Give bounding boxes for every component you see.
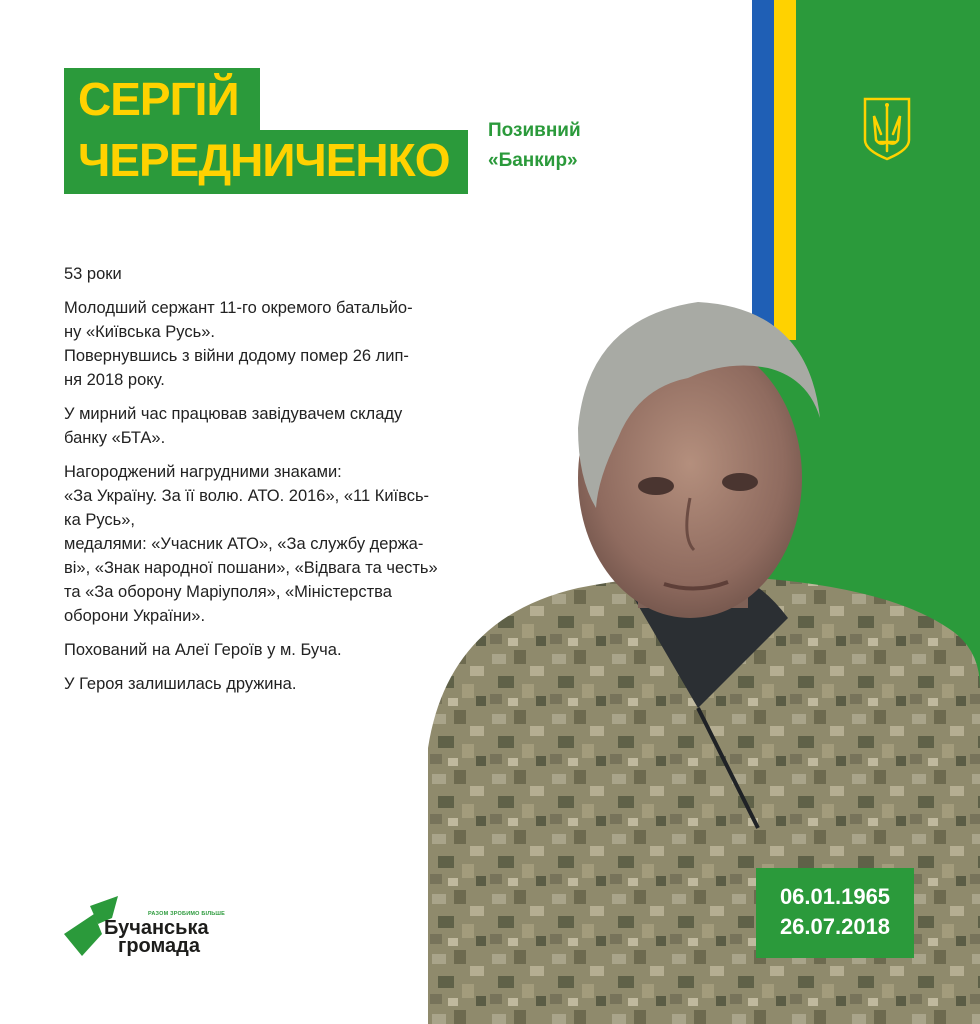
bio-line: банку «БТА». — [64, 429, 166, 447]
biography — [64, 262, 484, 706]
bio-service — [64, 296, 484, 392]
bio-line: та «За оборону Маріуполя», «Міністерства — [64, 583, 392, 601]
bio-age: 53 роки — [64, 265, 122, 283]
bio-line: ня 2018 року. — [64, 371, 165, 389]
bio-line: ві», «Знак народної пошани», «Відвага та честь» — [64, 559, 438, 577]
bio-line: У мирний час працював завідувачем складу — [64, 405, 403, 423]
callsign-label: Позивний — [488, 120, 581, 141]
callsign-value: «Банкир» — [488, 150, 578, 171]
logo-tagline: РАЗОМ ЗРОБИМО БІЛЬШЕ — [148, 911, 226, 917]
logo-word-bucha: Бучанська — [104, 917, 209, 939]
first-name: СЕРГІЙ — [64, 68, 260, 130]
bio-line: Молодший сержант 11-го окремого батальйо- — [64, 299, 413, 317]
bio-line: Повернувшись з війни додому помер 26 лип- — [64, 347, 409, 365]
logo-word-hromada: громада — [118, 935, 200, 957]
bio-line: ну «Київська Русь». — [64, 323, 215, 341]
bio-line: ка Русь», — [64, 511, 136, 529]
bio-line: оборони України». — [64, 607, 206, 625]
bio-burial: Похований на Алеї Героїв у м. Буча. — [64, 641, 342, 659]
bio-line: «За Україну. За її волю. АТО. 2016», «11 Київсь- — [64, 487, 430, 505]
birth-date: 06.01.1965 — [779, 884, 891, 909]
bio-family: У Героя залишилась дружина. — [64, 675, 297, 693]
death-date: 26.07.2018 — [779, 914, 891, 939]
life-dates — [756, 868, 914, 958]
bio-awards — [64, 460, 484, 628]
trident-icon — [862, 96, 912, 162]
bio-work — [64, 402, 484, 450]
callsign — [488, 116, 581, 176]
last-name: ЧЕРЕДНИЧЕНКО — [64, 130, 468, 194]
bio-line: медалями: «Учасник АТО», «За службу держа- — [64, 535, 424, 553]
bio-line: Нагороджений нагрудними знаками: — [64, 463, 342, 481]
